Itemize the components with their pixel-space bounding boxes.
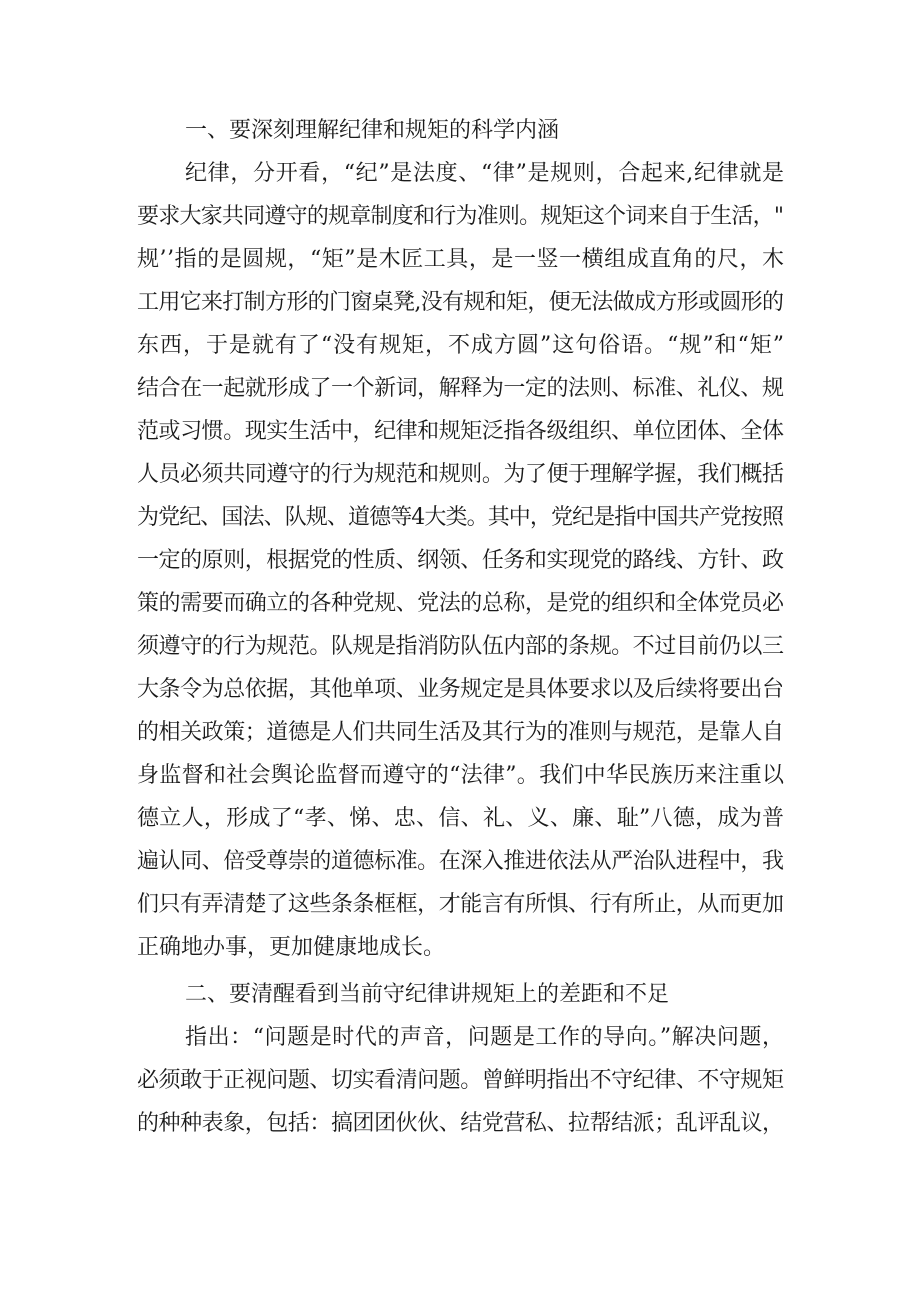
paragraph-line: 指出：“问题是时代的声音，问题是工作的导向。”解决问题， bbox=[185, 1025, 785, 1050]
section-heading: 二、要清醒看到当前守纪律讲规矩上的差距和不足 bbox=[185, 982, 670, 1007]
paragraph-line: 策的需要而确立的各种党规、党法的总称，是党的组织和全体党员必 bbox=[137, 591, 784, 616]
paragraph-line: 们只有弄清楚了这些条条框框，才能言有所惧、行有所止，从而更加 bbox=[137, 892, 784, 917]
paragraph-line: 必须敢于正视问题、切实看清问题。曾鲜明指出不守纪律、不守规矩 bbox=[137, 1068, 784, 1093]
paragraph-line: 的种种表象，包括：搞团团伙伙、结党营私、拉帮结派；乱评乱议， bbox=[137, 1111, 784, 1136]
paragraph-line: 正确地办事，更加健康地成长。 bbox=[137, 935, 446, 960]
paragraph-line: 身监督和社会舆论监督而遵守的“法律”。我们中华民族历来注重以 bbox=[137, 763, 785, 788]
paragraph-line: 结合在一起就形成了一个新词，解释为一定的法则、标准、礼仪、规 bbox=[137, 376, 784, 401]
paragraph-line: 范或习惯。现实生活中，纪律和规矩泛指各级组织、单位团体、全体 bbox=[137, 419, 784, 444]
paragraph-line: 一定的原则，根据党的性质、纲领、任务和实现党的路线、方针、政 bbox=[137, 548, 784, 573]
paragraph-line: 东西，于是就有了“没有规矩，不成方圆”这句俗语。“规”和“矩” bbox=[137, 333, 785, 358]
section-heading: 一、要深刻理解纪律和规矩的科学内涵 bbox=[185, 118, 560, 143]
paragraph-line: 工用它来打制方形的门窗桌凳,没有规和矩，便无法做成方形或圆形的 bbox=[137, 290, 784, 315]
paragraph-line: 遍认同、倍受尊崇的道德标准。在深入推进依法从严治队进程中，我 bbox=[137, 849, 784, 874]
paragraph-line: 纪律，分开看，“纪”是法度、“律”是规则，合起来,纪律就是 bbox=[185, 161, 785, 186]
paragraph-line: 人员必须共同遵守的行为规范和规则。为了便于理解学握，我们概括 bbox=[137, 462, 784, 487]
paragraph-line: 的相关政策；道德是人们共同生活及其行为的准则与规范，是靠人自 bbox=[137, 720, 784, 745]
paragraph-line: 规’’指的是圆规，“矩”是木匠工具，是一竖一横组成直角的尺，木 bbox=[137, 247, 785, 272]
paragraph-line: 德立人，形成了“孝、悌、忠、信、礼、义、廉、耻”八德，成为普 bbox=[137, 806, 785, 831]
paragraph-line: 要求大家共同遵守的规章制度和行为准则。规矩这个词来自于生活，" bbox=[137, 204, 784, 229]
paragraph-line: 大条令为总依据，其他单项、业务规定是具体要求以及后续将要出台 bbox=[137, 677, 784, 702]
paragraph-line: 为党纪、国法、队规、道德等4大类。其中，党纪是指中国共产党按照 bbox=[137, 505, 784, 530]
paragraph-line: 须遵守的行为规范。队规是指消防队伍内部的条规。不过目前仍以三 bbox=[137, 634, 784, 659]
